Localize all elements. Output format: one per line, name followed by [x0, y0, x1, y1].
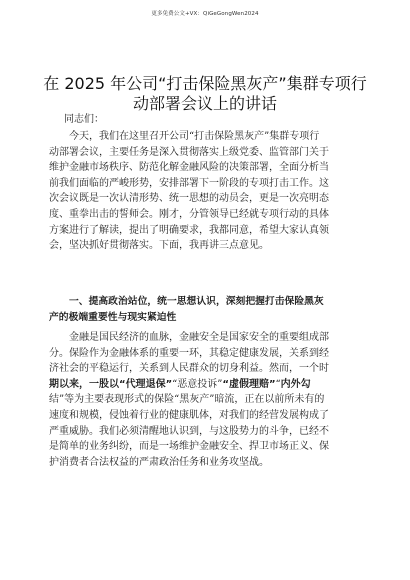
bold-phrase: 期以来，一股以“代理退保”: [49, 378, 173, 390]
paragraph-line: 护消费者合法权益的严肃政治任务和业务攻坚战。: [49, 456, 269, 468]
paragraph-line-mixed: [49, 377, 363, 393]
plain-phrase: “恶意投诉”: [172, 378, 223, 390]
title-line-2: 动部署会议上的讲话: [132, 94, 277, 113]
paragraph-line: 度、重拳出击的誓师会。刚才，分管领导已经就专项行动的具体: [49, 208, 329, 220]
paragraph-line: 维护金融市场秩序、防范化解金融风险的决策部署，全面分析当: [49, 162, 329, 174]
heading-line-1: 一、提高政治站位，统一思想认识，深刻把握打击保险黑灰: [69, 296, 324, 307]
bold-phrase: 内外勾: [280, 378, 311, 390]
heading-line-2: 产的极端重要性与现实紧迫性: [49, 311, 177, 323]
plain-phrase: “: [275, 378, 281, 390]
paragraph-line: 金融是国民经济的血脉，金融安全是国家安全的重要组成部: [69, 332, 329, 343]
paragraph-line: 济社会的平稳运行，关系到人民群众的切身利益。然而，一个时: [49, 363, 329, 375]
paragraph-line: 前我们面临的严峻形势，安排部署下一阶段的专项打击工作。这: [49, 177, 329, 189]
section-heading-1: [49, 294, 363, 325]
header-note: 更多免费公文+VX：QiGeGongWen2024: [151, 11, 259, 17]
bold-phrase: “虚假理赔”: [222, 378, 276, 390]
paragraph-line: 严重威胁。我们必须清醒地认识到，与这股势力的斗争，已经不: [49, 425, 329, 437]
paragraph-line: 会，坚决抓好贯彻落实。下面，我再讲三点意见。: [49, 240, 269, 252]
paragraph-line: 今天，我们在这里召开公司“打击保险黑灰产”集群专项行: [69, 131, 320, 142]
paragraph-line: 动部署会议，主要任务是深入贯彻落实上级党委、监管部门关于: [49, 146, 329, 158]
paragraph-line: 分。保险作为金融体系的重要一环，其稳定健康发展，关系到经: [49, 347, 329, 359]
paragraph-line: 速度和规模，侵蚀着行业的健康肌体，对我们的经营发展构成了: [49, 409, 329, 421]
salutation: 同志们：: [64, 114, 104, 125]
paragraph-2: [49, 330, 363, 470]
title-line-1: 在 2025 年公司“打击保险黑灰产”集群专项行: [43, 74, 367, 93]
document-title: [40, 74, 370, 114]
paragraph-1: [49, 129, 363, 254]
paragraph-line: 结”等为主要表现形式的保险“黑灰产”暗流，正在以前所未有的: [49, 394, 325, 406]
paragraph-line: 是简单的业务纠纷，而是一场维护金融安全、捍卫市场正义、保: [49, 441, 329, 453]
paragraph-line: 次会议既是一次认清形势、统一思想的动员会，更是一次亮明态: [49, 193, 329, 205]
paragraph-line: 方案进行了解读，提出了明确要求，我都同意，希望大家认真领: [49, 224, 329, 236]
